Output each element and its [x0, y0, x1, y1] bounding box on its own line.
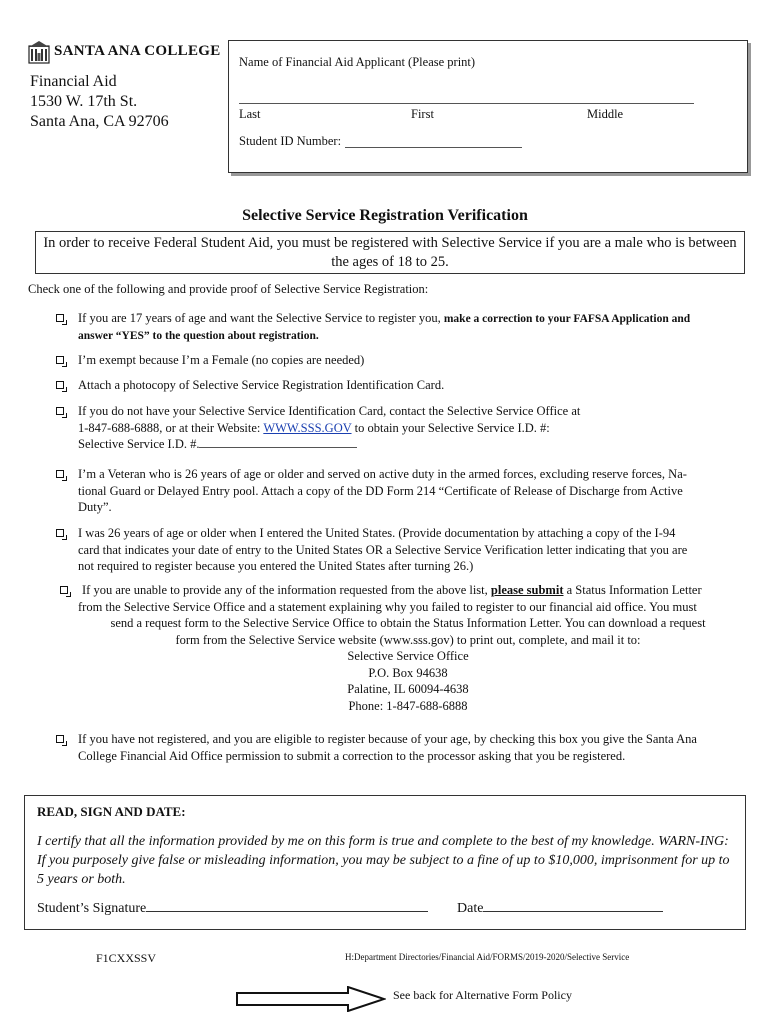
option-female-exempt: [78, 352, 364, 369]
date-row: [457, 899, 663, 917]
mailing-address-line: Palatine, IL 60094-4638: [347, 682, 469, 696]
option-contact-sss-checkbox[interactable]: [56, 407, 64, 415]
option-status-letter-cont: [78, 599, 697, 616]
option-veteran-checkbox[interactable]: [56, 470, 64, 478]
address-line: 1530 W. 17th St.: [30, 93, 138, 110]
signature-label: Student’s Signature: [37, 901, 147, 916]
option-17-years-checkbox[interactable]: [56, 314, 64, 322]
college-logo: [28, 40, 221, 66]
option-text: I’m exempt because I’m a Female (no copies are needed): [78, 353, 365, 367]
option-veteran: [78, 466, 687, 516]
sss-id-field[interactable]: [199, 436, 357, 448]
signature-field[interactable]: [146, 899, 428, 912]
option-female-exempt-checkbox[interactable]: [56, 356, 64, 364]
option-not-registered-checkbox[interactable]: [56, 735, 64, 743]
see-back-note: See back for Alternative Form Policy: [393, 988, 572, 1002]
option-text: a Status Information Letter: [563, 583, 702, 597]
signature-row: [37, 899, 428, 917]
option-text: not required to register because you entered the United States after turning 26.): [78, 559, 474, 573]
option-attach-card-checkbox[interactable]: [56, 381, 64, 389]
arrow-right-icon: [236, 986, 386, 1012]
instruction-text: Check one of the following and provide proof of Selective Service Registration:: [28, 282, 429, 296]
applicant-info-box: [228, 40, 748, 173]
option-text: If you are 17 years of age and want the Selective Service to register you,: [78, 311, 444, 325]
option-text: I was 26 years of age or older when I entered the United States. (Provide documentation by attaching a copy of the I-94: [78, 526, 676, 540]
first-name-label: First: [411, 107, 434, 121]
option-status-letter-centered: [78, 615, 738, 714]
address-line: Santa Ana, CA 92706: [30, 113, 169, 130]
address-line: Financial Aid: [30, 73, 117, 90]
mailing-address-line: Selective Service Office: [347, 649, 469, 663]
option-text-emphasis: please submit: [490, 583, 564, 597]
option-text: Duty”.: [78, 500, 112, 514]
option-not-registered: [78, 731, 697, 764]
option-entered-us: [78, 525, 687, 575]
college-building-icon: [28, 40, 50, 64]
option-text: card that indicates your date of entry to the United States OR a Selective Service Verification letter indicating that you are: [78, 542, 688, 557]
option-status-letter: [82, 582, 742, 599]
option-text: Selective Service I.D. #.: [78, 437, 200, 451]
certification-box: [24, 795, 746, 930]
student-id-label: Student ID Number:: [239, 134, 342, 148]
date-field[interactable]: [483, 899, 663, 912]
option-text: If you have not registered, and you are eligible to register because of your age, by checking this box you give the Santa Ana: [78, 732, 697, 746]
student-id-field[interactable]: [345, 147, 522, 148]
applicant-name-label: Name of Financial Aid Applicant (Please print): [239, 55, 476, 69]
option-text: from the Selective Service Office and a statement explaining why you failed to register to our financial aid office. You must: [78, 599, 697, 614]
mailing-address-line: Phone: 1-847-688-6888: [348, 698, 468, 713]
middle-name-label: Middle: [587, 107, 624, 121]
certification-statement: I certify that all the information provided by me on this form is true and complete to the best of my knowledge. WARN-ING: If you purposely give false or misleading information, you may be subject to a fine of up to $10,000, imprisonment for up to 5 years or both.: [37, 834, 730, 887]
mailing-address-line: P.O. Box 94638: [368, 665, 448, 680]
file-path: H:Department Directories/Financial Aid/FORMS/2019-2020/Selective Service: [345, 952, 630, 962]
option-text: Attach a photocopy of Selective Service Registration Identification Card.: [78, 378, 445, 392]
option-text: I’m a Veteran who is 26 years of age or older and served on active duty in the armed forces, excluding reserve forces, Na-: [78, 467, 687, 481]
option-text: If you are unable to provide any of the information requested from the above list,: [82, 583, 491, 597]
eligibility-notice: In order to receive Federal Student Aid, you must be registered with Selective Service if you are a male who is between the ages of 18 to 25.: [35, 231, 745, 274]
option-contact-sss: [78, 403, 580, 453]
certification-heading: READ, SIGN AND DATE:: [37, 804, 186, 819]
option-text: form from the Selective Service website (www.sss.gov) to print out, complete, and mail it to:: [175, 632, 641, 647]
option-text: send a request form to the Selective Service Office to obtain the Status Information Letter. You can download a request: [110, 616, 706, 630]
option-text: tional Guard or Delayed Entry pool. Attach a copy of the DD Form 214 “Certificate of Release of Discharge from Active: [78, 483, 683, 498]
date-label: Date: [457, 901, 484, 916]
office-address: [30, 72, 169, 132]
option-status-letter-checkbox[interactable]: [60, 586, 68, 594]
form-title: Selective Service Registration Verification: [242, 207, 528, 224]
option-entered-us-checkbox[interactable]: [56, 529, 64, 537]
form-code: F1CXXSSV: [96, 951, 157, 965]
option-text-bold: answer “YES” to the question about registration.: [78, 329, 319, 342]
option-text: to obtain your Selective Service I.D. #:: [351, 420, 550, 435]
option-text: College Financial Aid Office permission to submit a correction to the processor asking that you be registered.: [78, 748, 626, 763]
option-text: If you do not have your Selective Service Identification Card, contact the Selective Service Office at: [78, 404, 581, 418]
option-text-bold: make a correction to your FAFSA Application and: [443, 313, 691, 325]
last-name-label: Last: [239, 107, 261, 121]
college-name: SANTA ANA COLLEGE: [54, 43, 221, 59]
sss-website-link[interactable]: WWW.SSS.GOV: [263, 420, 352, 435]
option-17-years: [78, 310, 690, 344]
option-attach-card: [78, 377, 444, 394]
option-text: 1-847-688-6888, or at their Website:: [78, 420, 264, 435]
applicant-name-field[interactable]: [239, 103, 694, 104]
